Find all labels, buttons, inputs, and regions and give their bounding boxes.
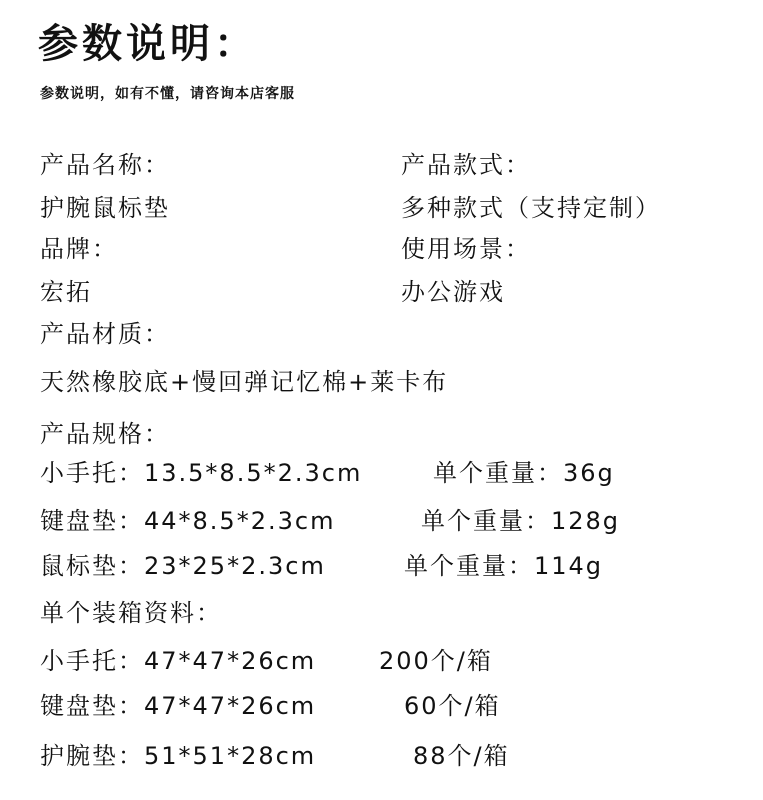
packing-row [40,690,501,722]
usage-label: 使用场景： [401,235,531,263]
brand-value: 宏拓 [40,278,92,306]
material-value: 天然橡胶底+慢回弹记忆棉+莱卡布 [40,368,449,396]
spec-row-weight: 单个重量：128g [421,507,621,535]
brand-label: 品牌： [40,235,118,263]
page-subtitle: 参数说明，如有不懂，请咨询本店客服 [40,86,295,102]
packing-row-size: 护腕垫：51*51*28cm [40,742,317,770]
page-title: 参数说明： [38,21,258,67]
spec-row [40,457,615,489]
packing-row [40,645,493,677]
material-label: 产品材质： [40,320,170,348]
product-name-label: 产品名称： [40,151,170,179]
product-style-value: 多种款式（支持定制） [401,194,661,222]
spec-row [40,505,621,537]
spec-row-size: 鼠标垫：23*25*2.3cm [40,552,326,580]
packing-row-count: 88个/箱 [413,742,510,770]
packing-row [40,740,510,772]
usage-value: 办公游戏 [401,278,505,306]
spec-row [40,550,604,582]
product-style-label: 产品款式： [401,151,531,179]
packing-row-count: 60个/箱 [404,692,501,720]
packing-label: 单个装箱资料： [40,599,222,627]
spec-row-size: 小手托：13.5*8.5*2.3cm [40,459,363,487]
spec-row-size: 键盘垫：44*8.5*2.3cm [40,507,336,535]
spec-label: 产品规格： [40,420,170,448]
packing-row-size: 键盘垫：47*47*26cm [40,692,317,720]
spec-row-weight: 单个重量：36g [433,459,615,487]
packing-row-count: 200个/箱 [379,647,493,675]
product-name-value: 护腕鼠标垫 [40,194,170,222]
packing-row-size: 小手托：47*47*26cm [40,647,317,675]
spec-row-weight: 单个重量：114g [404,552,604,580]
